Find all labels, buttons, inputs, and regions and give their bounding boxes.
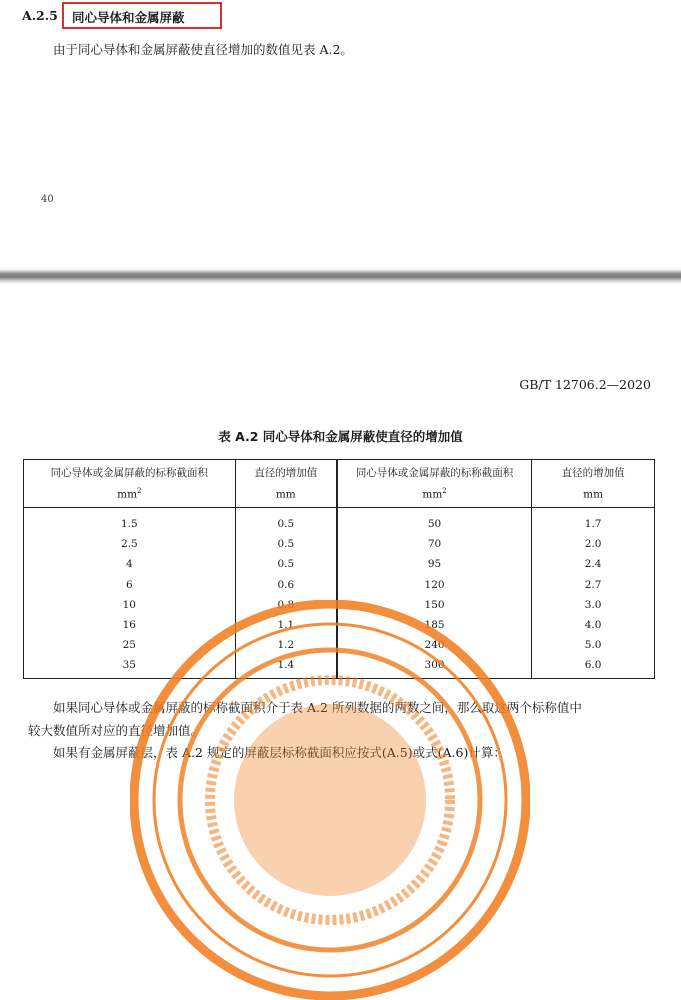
table-cell: 4 — [24, 554, 236, 574]
table-cell: 1.1 — [235, 615, 337, 635]
header-unit: mm — [583, 488, 604, 501]
document-code: GB/T 12706.2—2020 — [519, 377, 651, 392]
header-unit: mm — [275, 488, 296, 501]
section-title: 同心导体和金属屏蔽 — [72, 10, 185, 25]
header-cross-section-2 — [337, 460, 532, 508]
table-cell: 120 — [337, 575, 532, 595]
table-cell: 2.5 — [24, 534, 236, 554]
paragraph-line: 如果有金属屏蔽层，表 A.2 规定的屏蔽层标称截面积应按式(A.5)或式(A.6)计算： — [53, 745, 506, 760]
section-body-text: 由于同心导体和金属屏蔽使直径增加的数值见表 A.2。 — [53, 42, 353, 57]
table-cell: 35 — [24, 655, 236, 678]
table-cell: 150 — [337, 595, 532, 615]
table-row — [24, 575, 655, 595]
header-label: 同心导体或金属屏蔽的标称截面积 — [355, 466, 514, 479]
table-cell: 25 — [24, 635, 236, 655]
table-cell: 10 — [24, 595, 236, 615]
page-separator — [0, 266, 681, 284]
header-increase-2 — [532, 460, 655, 508]
paragraph-line: 较大数值所对应的直径增加值。 — [28, 723, 204, 738]
table-cell: 2.4 — [532, 554, 655, 574]
table-cell: 3.0 — [532, 595, 655, 615]
table-cell: 1.7 — [532, 508, 655, 535]
table-cell: 2.0 — [532, 534, 655, 554]
table-row — [24, 635, 655, 655]
table-cell: 0.6 — [235, 575, 337, 595]
header-cross-section-1 — [24, 460, 236, 508]
table-cell: 5.0 — [532, 635, 655, 655]
header-unit: $mm^2$ — [117, 486, 142, 501]
table-cell: 185 — [337, 615, 532, 635]
table-row — [24, 534, 655, 554]
table-cell: 300 — [337, 655, 532, 678]
table-cell: 95 — [337, 554, 532, 574]
table-cell: 0.5 — [235, 554, 337, 574]
header-unit: $mm^2$ — [422, 486, 447, 501]
table-row — [24, 595, 655, 615]
table-row — [24, 615, 655, 635]
table-cell: 4.0 — [532, 615, 655, 635]
table-row — [24, 554, 655, 574]
table-header-row — [24, 460, 655, 508]
table-row — [24, 655, 655, 678]
table-cell: 1.5 — [24, 508, 236, 535]
header-label: 直径的增加值 — [254, 466, 318, 479]
table-cell: 6 — [24, 575, 236, 595]
table-cell: 240 — [337, 635, 532, 655]
table-row — [24, 508, 655, 535]
table-cell: 2.7 — [532, 575, 655, 595]
table-cell: 1.2 — [235, 635, 337, 655]
header-label: 同心导体或金属屏蔽的标称截面积 — [50, 466, 209, 479]
page-number: 40 — [41, 194, 54, 205]
section-number: A.2.5 — [22, 8, 58, 23]
table-title: 表 A.2 同心导体和金属屏蔽使直径的增加值 — [218, 429, 463, 444]
paragraph-line: 如果同心导体或金属屏蔽的标称截面积介于表 A.2 所列数据的两数之间，那么取这两个标称值中 — [53, 700, 582, 715]
table-cell: 0.8 — [235, 595, 337, 615]
header-increase-1 — [235, 460, 337, 508]
table-cell: 0.5 — [235, 534, 337, 554]
table-cell: 0.5 — [235, 508, 337, 535]
table-cell: 16 — [24, 615, 236, 635]
diameter-increase-table — [23, 459, 655, 679]
table-cell: 6.0 — [532, 655, 655, 678]
table-cell: 50 — [337, 508, 532, 535]
table-cell: 70 — [337, 534, 532, 554]
table-cell: 1.4 — [235, 655, 337, 678]
header-label: 直径的增加值 — [561, 466, 625, 479]
